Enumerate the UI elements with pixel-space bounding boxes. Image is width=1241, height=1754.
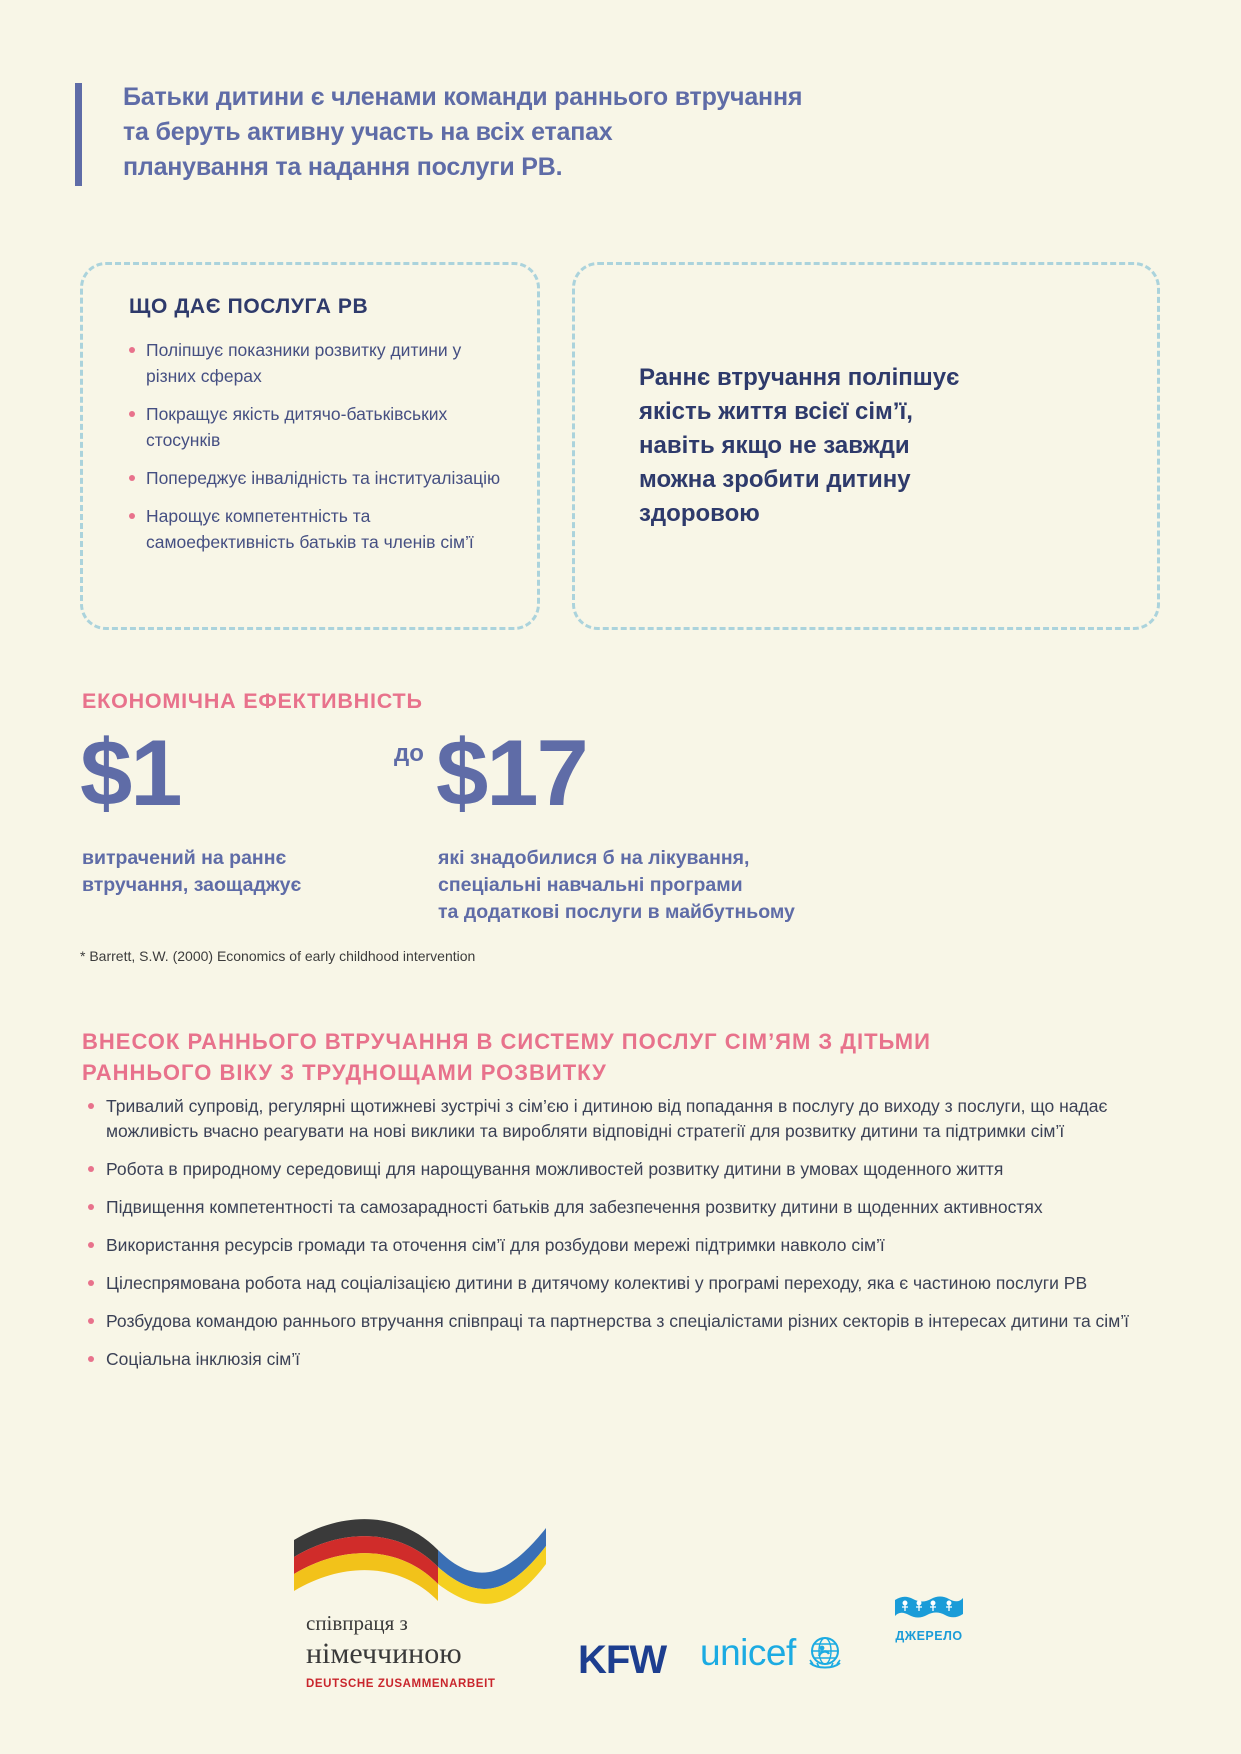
list-item xyxy=(129,401,511,453)
saved-caption xyxy=(438,845,878,926)
quote-box-line: можна зробити дитину xyxy=(639,466,911,493)
list-item xyxy=(129,337,511,389)
bullet-dot-icon xyxy=(88,1280,94,1286)
bullet-dot-icon xyxy=(88,1166,94,1172)
german-caption-line3: DEUTSCHE ZUSAMMENARBEIT xyxy=(306,1678,496,1690)
quote-box-line: якість життя всієї сім’ї, xyxy=(639,398,913,425)
bullet-text: Попереджує інвалідність та інституалізацію xyxy=(146,468,501,488)
list-item xyxy=(88,1309,1156,1334)
header-quote xyxy=(123,80,1023,185)
bullet-dot-icon xyxy=(129,411,135,417)
benefits-box-title: ЩО ДАЄ ПОСЛУГА РВ xyxy=(129,295,369,318)
bullet-text: Поліпшує показники розвитку дитини у різних сферах xyxy=(146,340,462,386)
quote-box-line: навіть якщо не завжди xyxy=(639,432,910,459)
quote-box-line: Раннє втручання поліпшує xyxy=(639,364,960,391)
benefits-box xyxy=(80,262,540,630)
bullet-dot-icon xyxy=(88,1204,94,1210)
quote-box-text xyxy=(639,361,959,531)
bullet-text: Використання ресурсів громади та оточення сім’ї для розбудови мережі підтримки навколо сім’ї xyxy=(106,1235,885,1255)
bullet-dot-icon xyxy=(88,1318,94,1324)
saved-caption-line: спеціальні навчальні програми xyxy=(438,874,743,896)
quote-box-line: здоровою xyxy=(639,500,760,527)
unicef-logo xyxy=(700,1632,845,1674)
unicef-wordmark: unicef xyxy=(700,1632,796,1673)
list-item xyxy=(129,503,511,555)
amount-spent: $1 xyxy=(80,720,181,825)
quote-accent-bar xyxy=(75,83,82,186)
amount-connector: до xyxy=(394,740,424,767)
quote-box xyxy=(572,262,1160,630)
bullet-text: Підвищення компетентності та самозарадності батьків для забезпечення розвитку дитини в щоденних активностях xyxy=(106,1197,1043,1217)
bullet-text: Тривалий супровід, регулярні щотижневі зустрічі з сім’єю і дитиною від попадання в послугу до виходу з послуги, що надає можливість вчасно реагувати на нові виклики та виробляти відповідні стратегії для розвитку дитини та підтримки сім’ї xyxy=(106,1096,1108,1141)
benefits-list xyxy=(129,337,511,555)
list-item xyxy=(88,1233,1156,1258)
contribution-title-line: ВНЕСОК РАННЬОГО ВТРУЧАННЯ В СИСТЕМУ ПОСЛУГ СІМ’ЯМ З ДІТЬМИ xyxy=(82,1029,931,1054)
bullet-text: Розбудова командою раннього втручання співпраці та партнерства з спеціалістами різних секторів в інтересах дитини та сім’ї xyxy=(106,1311,1129,1331)
contribution-title xyxy=(82,1026,1162,1088)
bullet-dot-icon xyxy=(88,1242,94,1248)
bullet-text: Соціальна інклюзія сім’ї xyxy=(106,1349,301,1369)
spent-caption-line: втручання, заощаджує xyxy=(82,874,302,896)
german-cooperation-logo xyxy=(288,1512,568,1690)
contribution-title-line: РАННЬОГО ВІКУ З ТРУДНОЩАМИ РОЗВИТКУ xyxy=(82,1060,607,1085)
contribution-items xyxy=(88,1094,1156,1372)
header-quote-line: Батьки дитини є членами команди раннього втручання xyxy=(123,83,803,111)
bullet-dot-icon xyxy=(129,347,135,353)
economics-title: ЕКОНОМІЧНА ЕФЕКТИВНІСТЬ xyxy=(82,689,423,713)
bullet-text: Нарощує компетентність та самоефективність батьків та членів сім’ї xyxy=(146,506,474,552)
bullet-text: Цілеспрямована робота над соціалізацією дитини в дитячому колективі у програмі переходу, яка є частиною послуги РВ xyxy=(106,1273,1088,1293)
german-ukraine-ribbon-icon xyxy=(288,1512,553,1604)
list-item xyxy=(88,1271,1156,1296)
list-item xyxy=(88,1347,1156,1372)
bullet-dot-icon xyxy=(88,1103,94,1109)
unicef-emblem-icon xyxy=(805,1633,845,1673)
dzherelo-logo xyxy=(891,1594,967,1643)
bullet-dot-icon xyxy=(129,513,135,519)
source-footnote: * Barrett, S.W. (2000) Economics of early childhood intervention xyxy=(80,948,476,964)
header-quote-line: та беруть активну участь на всіх етапах xyxy=(123,118,613,146)
spent-caption-line: витрачений на раннє xyxy=(82,847,287,869)
spent-caption xyxy=(82,845,392,899)
bullet-text: Робота в природному середовищі для нарощування можливостей розвитку дитини в умовах щоденного життя xyxy=(106,1159,1004,1179)
header-quote-line: планування та надання послуги РВ. xyxy=(123,153,563,181)
list-item xyxy=(88,1195,1156,1220)
german-caption-line2: німеччиною xyxy=(306,1637,462,1670)
amount-saved: $17 xyxy=(436,720,587,825)
dzherelo-caption: ДЖЕРЕЛО xyxy=(895,1629,963,1643)
list-item xyxy=(88,1157,1156,1182)
bullet-text: Покращує якість дитячо-батьківських стосунків xyxy=(146,404,448,450)
contribution-list xyxy=(88,1094,1156,1385)
bullet-dot-icon xyxy=(129,475,135,481)
bullet-dot-icon xyxy=(88,1356,94,1362)
saved-caption-line: які знадобилися б на лікування, xyxy=(438,847,750,869)
kfw-logo: KFW xyxy=(578,1638,667,1682)
dzherelo-flag-icon xyxy=(893,1594,965,1622)
list-item xyxy=(88,1094,1156,1144)
german-caption-line1: співпраця з xyxy=(306,1611,408,1635)
list-item xyxy=(129,465,511,491)
saved-caption-line: та додаткові послуги в майбутньому xyxy=(438,901,795,923)
